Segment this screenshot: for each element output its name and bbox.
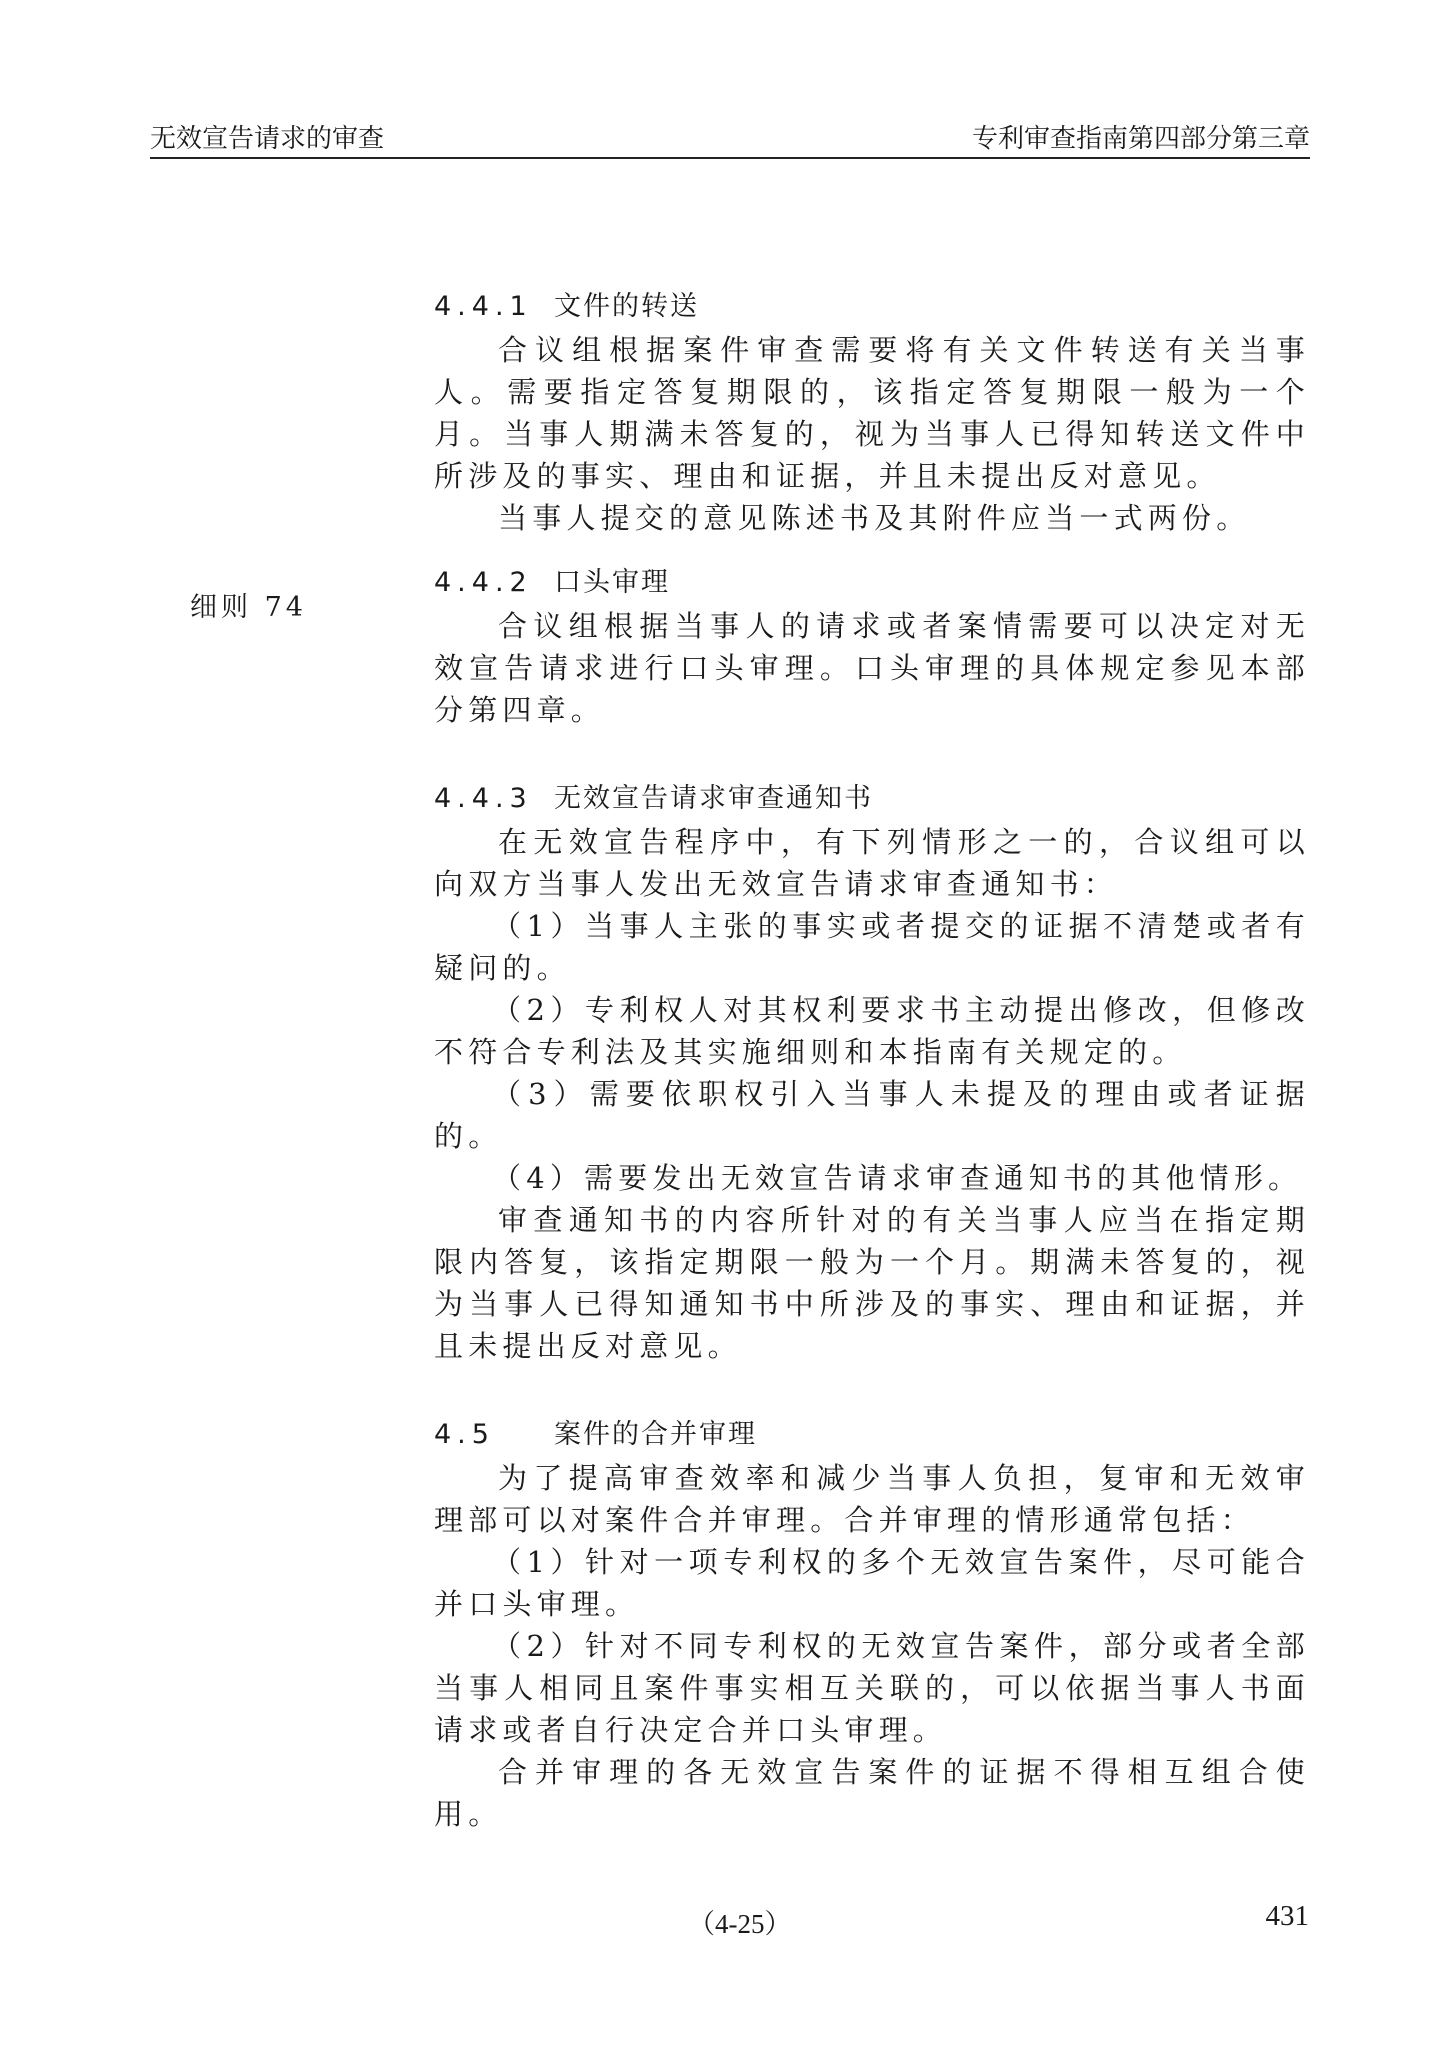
list-item: （1）当事人主张的事实或者提交的证据不清楚或者有疑问的。 xyxy=(434,909,1310,985)
paragraph: 合议组根据案件审查需要将有关文件转送有关当事人。需要指定答复期限的，该指定答复期限一般为一个月。当事人期满未答复的，视为当事人已得知转送文件中所涉及的事实、理由和证据，并且未提出反对意见。 xyxy=(434,333,1310,493)
section-title: 案件的合并审理 xyxy=(554,1419,757,1450)
section-heading xyxy=(434,777,1310,821)
section-heading xyxy=(434,1413,1310,1457)
section-heading xyxy=(434,561,1310,605)
paragraph: 为了提高审查效率和减少当事人负担，复审和无效审理部可以对案件合并审理。合并审理的情形通常包括： xyxy=(434,1461,1310,1537)
paragraph: 合并审理的各无效宣告案件的证据不得相互组合使用。 xyxy=(434,1755,1310,1831)
section-title: 文件的转送 xyxy=(554,291,699,322)
section-number: 4.4.2 xyxy=(434,567,533,598)
section-4-4-3 xyxy=(434,777,1310,1367)
page-header xyxy=(150,118,1310,158)
section-4-5 xyxy=(434,1413,1310,1835)
section-number: 4.4.1 xyxy=(434,291,533,322)
paragraph: 当事人提交的意见陈述书及其附件应当一式两份。 xyxy=(498,501,1251,535)
section-number: 4.5 xyxy=(434,1419,495,1450)
main-content xyxy=(434,285,1310,1835)
list-item: （3）需要依职权引入当事人未提及的理由或者证据的。 xyxy=(434,1077,1310,1153)
section-title: 口头审理 xyxy=(554,567,670,598)
header-chapter-title: 无效宣告请求的审查 xyxy=(150,124,385,154)
section-number: 4.4.3 xyxy=(434,783,533,814)
header-divider xyxy=(150,157,1310,159)
footer-section-page: （4-25） xyxy=(688,1909,792,1939)
footer-page-number: 431 xyxy=(1265,1900,1309,1932)
section-title: 无效宣告请求审查通知书 xyxy=(554,783,873,814)
section-4-4-1 xyxy=(434,285,1310,539)
list-item: （2）专利权人对其权利要求书主动提出修改，但修改不符合专利法及其实施细则和本指南有关规定的。 xyxy=(434,993,1310,1069)
paragraph: 合议组根据当事人的请求或者案情需要可以决定对无效宣告请求进行口头审理。口头审理的具体规定参见本部分第四章。 xyxy=(434,609,1310,727)
list-item: （4）需要发出无效宣告请求审查通知书的其他情形。 xyxy=(492,1161,1303,1195)
list-item: （1）针对一项专利权的多个无效宣告案件，尽可能合并口头审理。 xyxy=(434,1545,1310,1621)
paragraph: 在无效宣告程序中，有下列情形之一的，合议组可以向双方当事人发出无效宣告请求审查通知书： xyxy=(434,825,1310,901)
section-heading xyxy=(434,285,1310,329)
paragraph: 审查通知书的内容所针对的有关当事人应当在指定期限内答复，该指定期限一般为一个月。期满未答复的，视为当事人已得知通知书中所涉及的事实、理由和证据，并且未提出反对意见。 xyxy=(434,1203,1310,1363)
section-4-4-2 xyxy=(434,561,1310,731)
list-item: （2）针对不同专利权的无效宣告案件，部分或者全部当事人相同且案件事实相互关联的，可以依据当事人书面请求或者自行决定合并口头审理。 xyxy=(434,1629,1310,1747)
margin-note-rule-reference: 细则 74 xyxy=(190,592,307,623)
header-guide-reference: 专利审查指南第四部分第三章 xyxy=(971,124,1310,154)
